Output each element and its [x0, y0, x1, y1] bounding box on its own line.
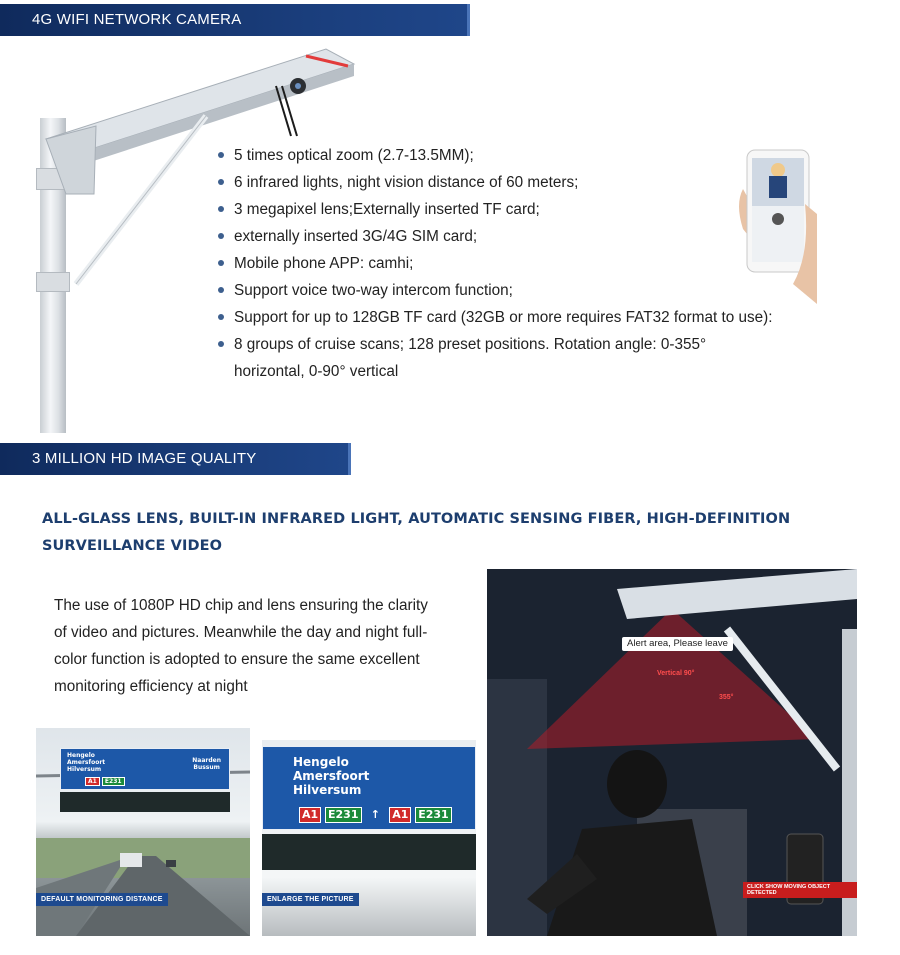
feature-item: 3 megapixel lens;Externally inserted TF card;	[218, 196, 778, 223]
highway-sign-small	[60, 748, 230, 790]
feature-item: Mobile phone APP: camhi;	[218, 250, 778, 277]
lane-sign-bar	[262, 834, 476, 870]
alert-bubble: Alert area, Please leave	[622, 637, 733, 651]
lane-sign-bar	[60, 792, 230, 812]
sign-right-line-1: Naarden	[192, 757, 221, 764]
sign-line-2: Amersfoort	[67, 759, 106, 766]
sign-line-1: Hengelo	[293, 755, 349, 769]
section-banner-camera	[0, 4, 467, 36]
road-plate-a: A1	[389, 807, 411, 823]
sign-right-line-2: Bussum	[193, 764, 220, 771]
vertical-angle-label: Vertical 90°	[657, 670, 695, 677]
photo-default-distance	[36, 728, 250, 936]
caption-default-distance: DEFAULT MONITORING DISTANCE	[36, 893, 168, 906]
road-plate-a: A1	[85, 777, 100, 786]
feature-item: 6 infrared lights, night vision distance of 60 meters;	[218, 169, 778, 196]
banner-edge	[467, 4, 470, 36]
photo-enlarged	[262, 740, 476, 936]
feature-item: Support voice two-way intercom function;	[218, 277, 778, 304]
sign-line-3: Hilversum	[293, 783, 362, 797]
road-plate-e: E231	[415, 807, 451, 823]
phone-app-illustration	[735, 134, 817, 304]
photo-night-surveillance	[487, 569, 857, 936]
caption-enlarge: ENLARGE THE PICTURE	[262, 893, 359, 906]
section-banner-image-quality	[0, 443, 348, 475]
section-headline: ALL-GLASS LENS, BUILT-IN INFRARED LIGHT, AUTOMATIC SENSING FIBER, HIGH-DEFINITION SURVEILLANCE VIDEO	[42, 511, 791, 554]
highway-sign-large	[262, 746, 476, 830]
road-plate-e: E231	[325, 807, 361, 823]
feature-item: externally inserted 3G/4G SIM card;	[218, 223, 778, 250]
sign-line-3: Hilversum	[67, 766, 102, 773]
feature-item: 5 times optical zoom (2.7-13.5MM);	[218, 142, 778, 169]
section-description: The use of 1080P HD chip and lens ensuring the clarity of video and pictures. Meanwhile the day and night full-color function is adopted to ensure the same excellent monitoring efficiency at night	[54, 597, 428, 695]
banner-edge	[348, 443, 351, 475]
road-plate-e: E231	[102, 777, 125, 786]
banner-title: 4G WIFI NETWORK CAMERA	[32, 11, 242, 28]
feature-item: Support for up to 128GB TF card (32GB or more requires FAT32 format to use):	[218, 304, 778, 331]
banner-title: 3 MILLION HD IMAGE QUALITY	[32, 450, 257, 467]
arrow-up-icon: ↑	[370, 808, 380, 821]
motion-detected-bar: CLICK SHOW MOVING OBJECT DETECTED	[743, 882, 857, 898]
horizontal-angle-label: 355°	[719, 694, 734, 701]
sign-line-1: Hengelo	[67, 752, 95, 759]
feature-list	[218, 142, 778, 385]
road-plate-a: A1	[299, 807, 321, 823]
sign-line-2: Amersfoort	[293, 769, 370, 783]
feature-item: 8 groups of cruise scans; 128 preset positions. Rotation angle: 0-355° horizontal, 0-90° vertical	[218, 331, 778, 385]
